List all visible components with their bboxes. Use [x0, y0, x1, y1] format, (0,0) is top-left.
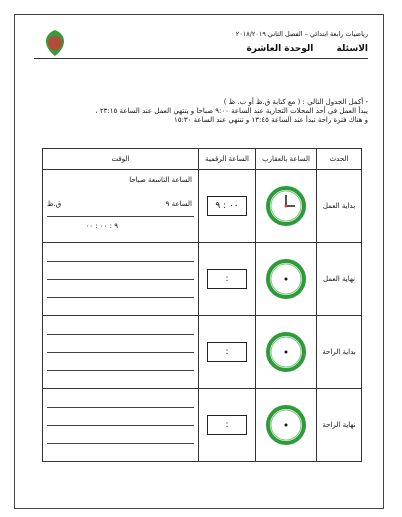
time-cell[interactable]: [43, 316, 199, 389]
header-analog: الساعة بالعقارب: [256, 149, 317, 170]
event-cell: نهاية الراحة: [317, 389, 362, 462]
time-table: [42, 148, 362, 462]
time-hour-text: الساعة ٩: [165, 200, 192, 208]
analog-clock[interactable]: [256, 389, 317, 462]
time-cell: [43, 170, 199, 243]
table-row: [43, 316, 362, 389]
analog-clock[interactable]: [256, 170, 317, 243]
header-time: الوقت: [43, 149, 199, 170]
clock-icon: [266, 259, 306, 299]
time-words: الساعة التاسعة صباحا: [129, 176, 192, 184]
table-row: [43, 243, 362, 316]
digital-clock[interactable]: :: [199, 316, 256, 389]
analog-clock[interactable]: [256, 316, 317, 389]
section-title: الاسئلة: [336, 44, 368, 54]
clock-icon: [266, 332, 306, 372]
analog-clock[interactable]: [256, 243, 317, 316]
time-cell[interactable]: [43, 243, 199, 316]
ampm-label: ق.ظ: [47, 200, 62, 208]
instruction-line-2: يبدأ العمل في أحد المحلات التجارية عند الساعة ٩:٠٠ صباحا و ينتهي العمل عند الساعة ٢٣:١٥ ،: [95, 107, 368, 115]
digital-clock[interactable]: :: [199, 243, 256, 316]
table-row: [43, 389, 362, 462]
leaf-logo-icon: [40, 28, 70, 58]
header-digital: الساعة الرقمية: [199, 149, 256, 170]
clock-icon: [266, 405, 306, 445]
worksheet-header: رياضيات رابعة ابتدائي – الفصل الثاني ٢٠١٨/٢٠١٩: [235, 30, 368, 38]
event-cell: بداية الراحة: [317, 316, 362, 389]
instruction-line-3: و هناك فترة راحة تبدأ عند الساعة ١٣:٤٥ و تنتهي عند الساعة ١٥:٣٠: [174, 116, 368, 124]
header-rule: [34, 58, 368, 59]
table-row: [43, 170, 362, 243]
event-cell: بداية العمل: [317, 170, 362, 243]
clock-icon: [266, 186, 306, 226]
event-cell: نهاية العمل: [317, 243, 362, 316]
instruction-line-1: أكمل الجدول التالي : ( مع كتابة ق.ظ أو ب. ظ ): [223, 98, 364, 106]
time-cell[interactable]: [43, 389, 199, 462]
header-event: الحدث: [317, 149, 362, 170]
instructions: - أكمل الجدول التالي : ( مع كتابة ق.ظ أو ب. ظ ) يبدأ العمل في أحد المحلات التجارية عند الساعة ٩:٠٠ صباحا و ينتهي العمل عند الساعة ٢٣:١٥ ، و هناك فترة راحة تبدأ عند الساعة ١٣:٤٥ و تنتهي عند الساعة ١٥:٣٠: [38, 98, 368, 125]
digital-clock[interactable]: ٠٠ : ٩: [199, 170, 256, 243]
unit-title: الاسئلة الوحدة العاشرة: [246, 44, 368, 54]
digital-clock[interactable]: :: [199, 389, 256, 462]
time-full: ٩ : ٠٠ : ٠٠: [85, 222, 118, 230]
